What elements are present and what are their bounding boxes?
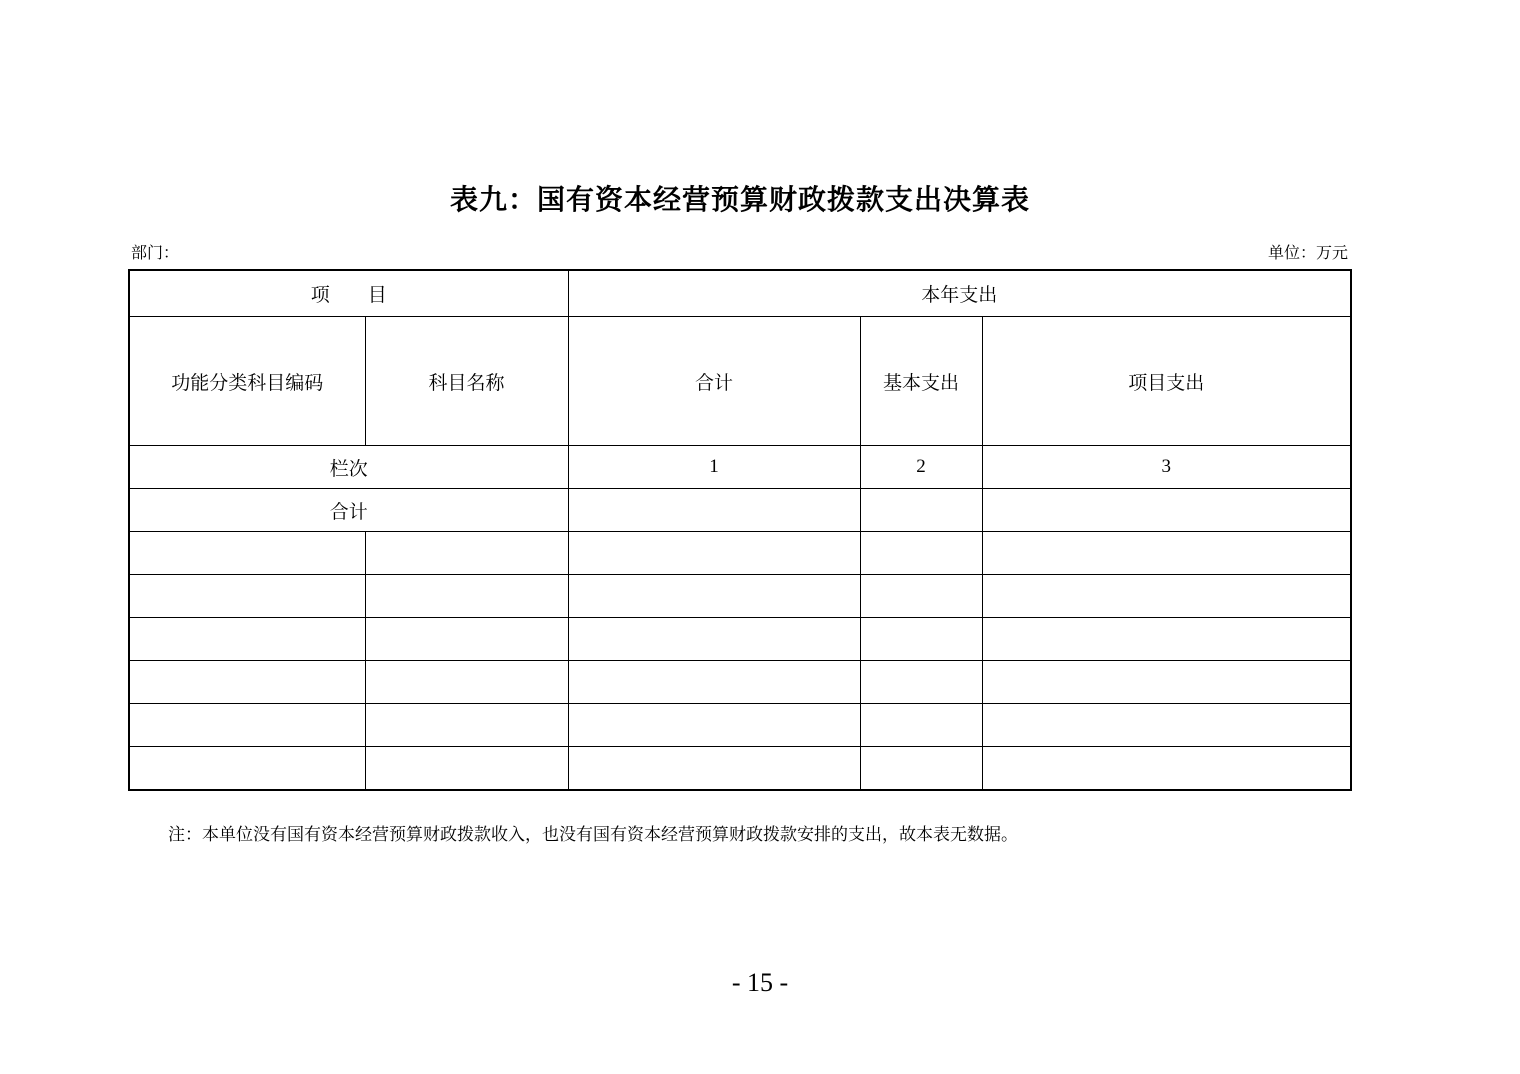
column-number-3: 3	[982, 446, 1351, 489]
table-cell	[365, 704, 568, 747]
total-row	[129, 489, 1351, 532]
table-cell	[365, 532, 568, 575]
col-project-header: 项目支出	[982, 317, 1351, 446]
table-row	[129, 661, 1351, 704]
table-row	[129, 575, 1351, 618]
table-cell	[129, 661, 365, 704]
table-row	[129, 704, 1351, 747]
table-cell	[568, 661, 860, 704]
table-cell	[365, 618, 568, 661]
table-cell	[129, 618, 365, 661]
department-label: 部门：	[131, 243, 180, 262]
table-header-row-1	[129, 270, 1351, 317]
table-cell	[365, 661, 568, 704]
column-number-1: 1	[568, 446, 860, 489]
table-cell	[568, 704, 860, 747]
total-basic-cell	[860, 489, 982, 532]
table-cell	[568, 532, 860, 575]
col-code-header: 功能分类科目编码	[129, 317, 365, 446]
table-cell	[129, 575, 365, 618]
table-cell	[860, 618, 982, 661]
header-item: 项 目	[129, 270, 568, 317]
table-cell	[129, 532, 365, 575]
header-current-year: 本年支出	[568, 270, 1351, 317]
budget-table	[128, 269, 1352, 791]
total-project-cell	[982, 489, 1351, 532]
col-total-header: 合计	[568, 317, 860, 446]
table-cell	[982, 661, 1351, 704]
table-cell	[982, 747, 1351, 791]
table-cell	[982, 618, 1351, 661]
table-cell	[982, 704, 1351, 747]
page-number: - 15 -	[731, 968, 789, 997]
table-cell	[129, 704, 365, 747]
table-cell	[860, 532, 982, 575]
page-title: 表九：国有资本经营预算财政拨款支出决算表	[449, 183, 1030, 216]
table-cell	[568, 618, 860, 661]
table-cell	[860, 704, 982, 747]
table-row	[129, 618, 1351, 661]
total-cell	[568, 489, 860, 532]
table-cell	[860, 661, 982, 704]
col-name-header: 科目名称	[365, 317, 568, 446]
column-number-2: 2	[860, 446, 982, 489]
table-cell	[860, 747, 982, 791]
table-cell	[568, 747, 860, 791]
table-note: 注：本单位没有国有资本经营预算财政拨款收入，也没有国有资本经营预算财政拨款安排的支出，故本表无数据。	[168, 825, 1018, 845]
total-row-label: 合计	[129, 489, 568, 532]
table-cell	[982, 575, 1351, 618]
table-header-row-2	[129, 317, 1351, 446]
table-row	[129, 747, 1351, 791]
table-cell	[365, 575, 568, 618]
column-number-row	[129, 446, 1351, 489]
table-cell	[365, 747, 568, 791]
table-row	[129, 532, 1351, 575]
table-cell	[568, 575, 860, 618]
col-basic-header: 基本支出	[860, 317, 982, 446]
table-cell	[129, 747, 365, 791]
unit-label: 单位：万元	[1267, 243, 1348, 262]
column-number-label: 栏次	[129, 446, 568, 489]
table-cell	[860, 575, 982, 618]
table-cell	[982, 532, 1351, 575]
